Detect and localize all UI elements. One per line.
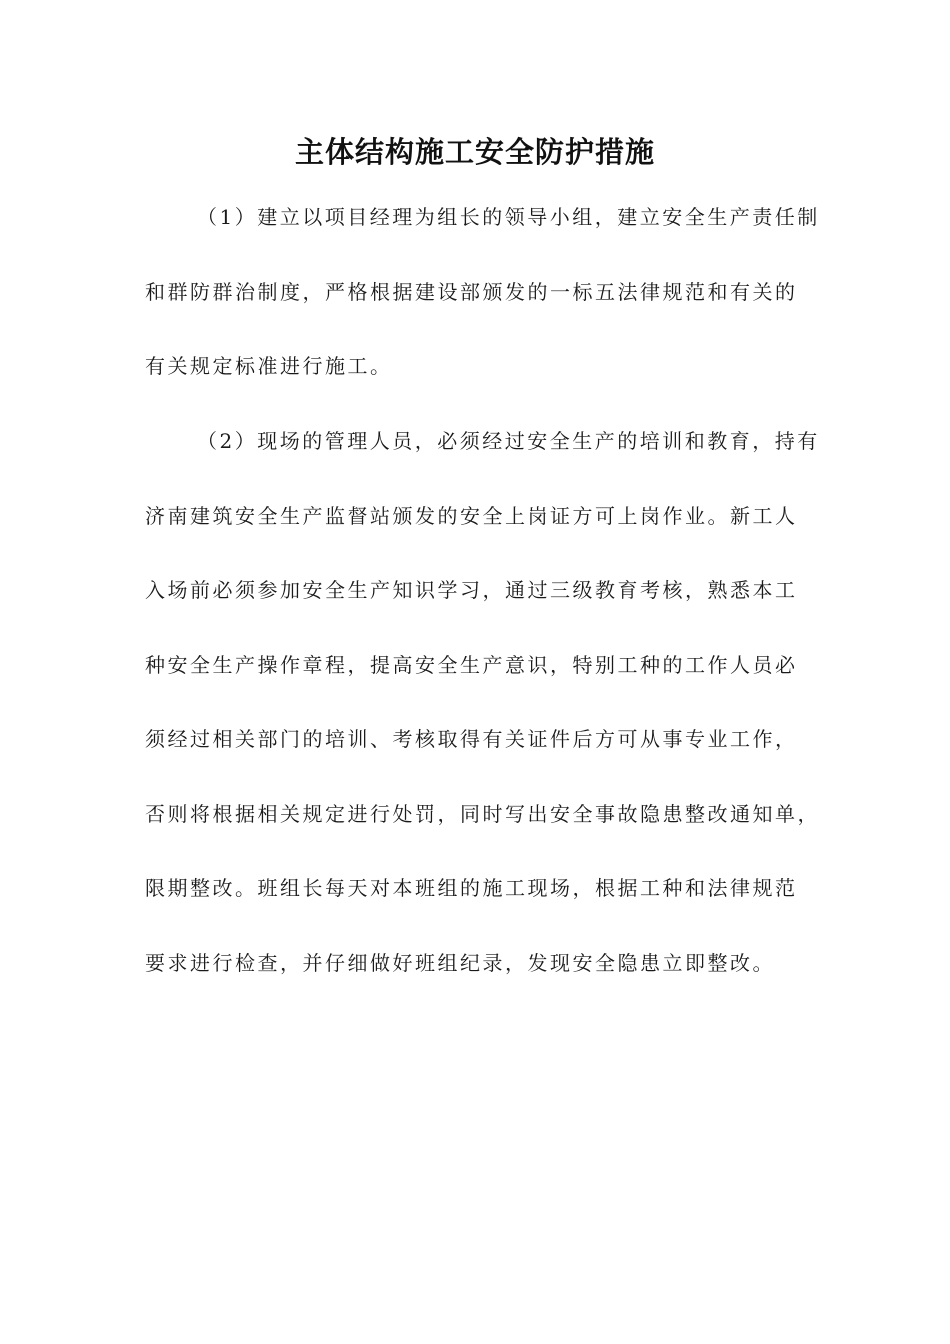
paragraph-line: 要求进行检查，并仔细做好班组纪录，发现安全隐患立即整改。: [145, 950, 775, 975]
paragraph-line: 有关规定标准进行施工。: [145, 354, 393, 378]
paragraph-1: [145, 180, 820, 404]
paragraph-line: 入场前必须参加安全生产知识学习，通过三级教育考核，熟悉本工: [145, 578, 798, 602]
paragraph-line: 须经过相关部门的培训、考核取得有关证件后方可从事专业工作，: [145, 727, 798, 751]
paragraph-line: 和群防群治制度，严格根据建设部颁发的一标五法律规范和有关的: [145, 279, 798, 304]
paragraph-line: 种安全生产操作章程，提高安全生产意识，特别工种的工作人员必: [145, 652, 798, 677]
document-title: 主体结构施工安全防护措施: [294, 135, 655, 169]
paragraph-line: 否则将根据相关规定进行处罚，同时写出安全事故隐患整改通知单，: [145, 801, 820, 826]
paragraph-line: 济南建筑安全生产监督站颁发的安全上岗证方可上岗作业。新工人: [145, 503, 798, 528]
paragraph-line: 限期整改。班组长每天对本班组的施工现场，根据工种和法律规范: [145, 876, 798, 900]
paragraph-line: （1）建立以项目经理为组长的领导小组，建立安全生产责任制: [197, 205, 820, 229]
paragraph-line: （2）现场的管理人员，必须经过安全生产的培训和教育，持有: [197, 429, 820, 453]
paragraph-2: [145, 404, 820, 1000]
